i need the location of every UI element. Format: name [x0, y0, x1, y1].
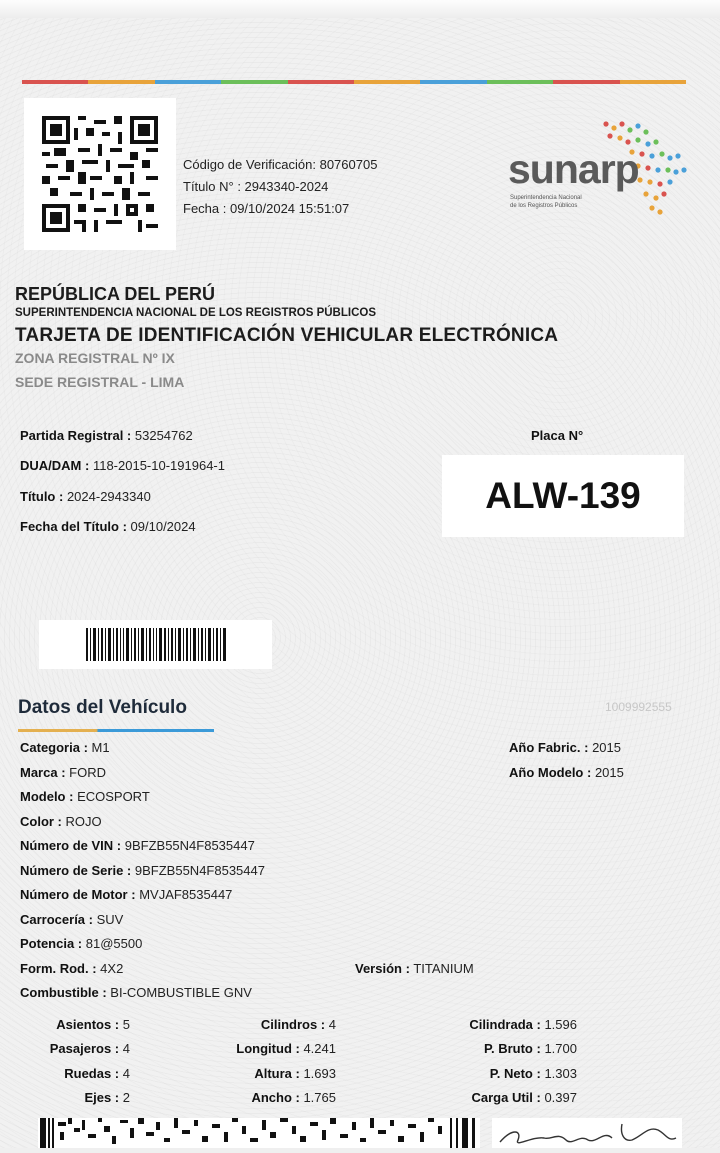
ancho-row [190, 1090, 336, 1105]
verification-title: Título N° : 2943340-2024 [183, 179, 329, 194]
top-bar [0, 0, 720, 18]
partida-value: 53254762 [134, 428, 193, 443]
serie-row [20, 863, 265, 878]
altura-value: 1.693 [303, 1066, 336, 1081]
asientos-label: Asientos : [56, 1017, 120, 1032]
stripe-segment [221, 80, 287, 84]
pdf417-barcode[interactable] [38, 1118, 480, 1148]
verification-info [183, 154, 377, 220]
placa-box [442, 455, 684, 537]
color-stripe [22, 80, 686, 84]
version-row [355, 961, 474, 976]
formrod-value: 4X2 [100, 961, 124, 976]
anio-modelo-value: 2015 [594, 765, 624, 780]
signature [492, 1118, 682, 1148]
sunarp-logo [508, 118, 698, 222]
anio-modelo-label: Año Modelo : [509, 765, 592, 780]
stripe-segment [88, 80, 154, 84]
stripe-segment [420, 80, 486, 84]
cilindros-label: Cilindros : [260, 1017, 326, 1032]
color-value: ROJO [65, 814, 102, 829]
ejes-label: Ejes : [84, 1090, 120, 1105]
carroceria-label: Carrocería : [20, 912, 93, 927]
potencia-value: 81@5500 [85, 936, 143, 951]
modelo-label: Modelo : [20, 789, 74, 804]
ejes-row [20, 1090, 130, 1105]
longitud-row [190, 1041, 336, 1056]
ancho-value: 1.765 [303, 1090, 336, 1105]
combustible-label: Combustible : [20, 985, 107, 1000]
ruedas-row [20, 1066, 130, 1081]
cilindrada-value: 1.596 [544, 1017, 577, 1032]
vin-value: 9BFZB55N4F8535447 [124, 838, 255, 853]
stripe-segment [288, 80, 354, 84]
zona-registral: ZONA REGISTRAL Nº IX [15, 350, 175, 366]
superintendencia-heading: SUPERINTENDENCIA NACIONAL DE LOS REGISTROS PÚBLICOS [15, 307, 377, 319]
carga-row [420, 1090, 577, 1105]
ruedas-value: 4 [122, 1066, 130, 1081]
republica-heading: REPÚBLICA DEL PERÚ [15, 284, 216, 304]
stripe-segment [553, 80, 619, 84]
vin-label: Número de VIN : [20, 838, 122, 853]
barcode-icon [86, 628, 226, 661]
pneto-row [420, 1066, 577, 1081]
longitud-value: 4.241 [303, 1041, 336, 1056]
potencia-row [20, 936, 142, 951]
modelo-value: ECOSPORT [77, 789, 150, 804]
logo-subtitle-line: Superintendencia Nacional [510, 195, 582, 201]
pasajeros-label: Pasajeros : [49, 1041, 120, 1056]
sede-registral: SEDE REGISTRAL - LIMA [15, 374, 185, 390]
fecha-titulo-label: Fecha del Título : [20, 519, 127, 534]
pasajeros-row [20, 1041, 130, 1056]
formrod-label: Form. Rod. : [20, 961, 97, 976]
placa-value: ALW-139 [485, 475, 641, 516]
ejes-value: 2 [122, 1090, 130, 1105]
categoria-label: Categoria : [20, 740, 88, 755]
formrod-row [20, 961, 123, 976]
motor-value: MVJAF8535447 [139, 887, 233, 902]
qr-code-icon [42, 116, 158, 232]
stripe-segment [487, 80, 553, 84]
stripe-segment [620, 80, 686, 84]
stripe-segment [354, 80, 420, 84]
ancho-label: Ancho : [251, 1090, 300, 1105]
pbruto-row [420, 1041, 577, 1056]
fecha-titulo-value: 09/10/2024 [130, 519, 196, 534]
verification-date: Fecha : 09/10/2024 15:51:07 [183, 201, 350, 216]
serie-label: Número de Serie : [20, 863, 132, 878]
section-title: Datos del Vehículo [18, 697, 187, 718]
vin-row [20, 838, 255, 853]
pbruto-label: P. Bruto : [484, 1041, 541, 1056]
asientos-value: 5 [122, 1017, 130, 1032]
partida-label: Partida Registral : [20, 428, 132, 443]
marca-row [20, 765, 106, 780]
altura-label: Altura : [254, 1066, 300, 1081]
marca-label: Marca : [20, 765, 66, 780]
document-number: 1009992555 [605, 700, 672, 714]
version-value: TITANIUM [413, 961, 474, 976]
logo-subtitle [510, 194, 600, 210]
cilindrada-row [420, 1017, 577, 1032]
motor-label: Número de Motor : [20, 887, 136, 902]
anio-modelo-row [509, 765, 624, 780]
ruedas-label: Ruedas : [64, 1066, 120, 1081]
color-row [20, 814, 102, 829]
anio-fabric-row [509, 740, 621, 755]
categoria-value: M1 [91, 740, 110, 755]
qr-code[interactable] [24, 98, 176, 250]
dua-row [20, 458, 225, 473]
document-barcode[interactable] [39, 620, 272, 669]
cilindros-row [190, 1017, 336, 1032]
categoria-row [20, 740, 110, 755]
logo-wordmark: sunarp [508, 146, 639, 192]
anio-fabric-value: 2015 [592, 740, 621, 755]
verification-code: Código de Verificación: 80760705 [183, 157, 378, 172]
placa-label: Placa N° [531, 428, 584, 443]
asientos-row [20, 1017, 130, 1032]
longitud-label: Longitud : [236, 1041, 300, 1056]
carroceria-row [20, 912, 123, 927]
color-label: Color : [20, 814, 62, 829]
stripe-segment [22, 80, 88, 84]
marca-value: FORD [69, 765, 106, 780]
carga-label: Carga Util : [471, 1090, 541, 1105]
dua-label: DUA/DAM : [20, 458, 90, 473]
combustible-value: BI-COMBUSTIBLE GNV [110, 985, 252, 1000]
cilindrada-label: Cilindrada : [469, 1017, 541, 1032]
carga-value: 0.397 [544, 1090, 577, 1105]
combustible-row [20, 985, 252, 1000]
altura-row [190, 1066, 336, 1081]
pneto-label: P. Neto : [489, 1066, 541, 1081]
section-underline [18, 729, 214, 732]
pdf417-barcode-icon [38, 1118, 480, 1148]
partida-row [20, 428, 193, 443]
document-title: TARJETA DE IDENTIFICACIÓN VEHICULAR ELECTRÓNICA [15, 325, 559, 346]
pasajeros-value: 4 [122, 1041, 130, 1056]
version-label: Versión : [355, 961, 410, 976]
logo-subtitle-line: de los Registros Públicos [510, 203, 578, 209]
fecha-titulo-row [20, 519, 196, 534]
stripe-segment [155, 80, 221, 84]
dua-value: 118-2015-10-191964-1 [92, 458, 225, 473]
serie-value: 9BFZB55N4F8535447 [134, 863, 265, 878]
carroceria-value: SUV [96, 912, 124, 927]
titulo-row [20, 489, 151, 504]
anio-fabric-label: Año Fabric. : [509, 740, 589, 755]
signature-icon [492, 1118, 682, 1148]
cilindros-value: 4 [328, 1017, 336, 1032]
titulo-label: Título : [20, 489, 64, 504]
pbruto-value: 1.700 [544, 1041, 577, 1056]
potencia-label: Potencia : [20, 936, 83, 951]
pneto-value: 1.303 [544, 1066, 577, 1081]
titulo-value: 2024-2943340 [66, 489, 151, 504]
modelo-row [20, 789, 150, 804]
motor-row [20, 887, 232, 902]
